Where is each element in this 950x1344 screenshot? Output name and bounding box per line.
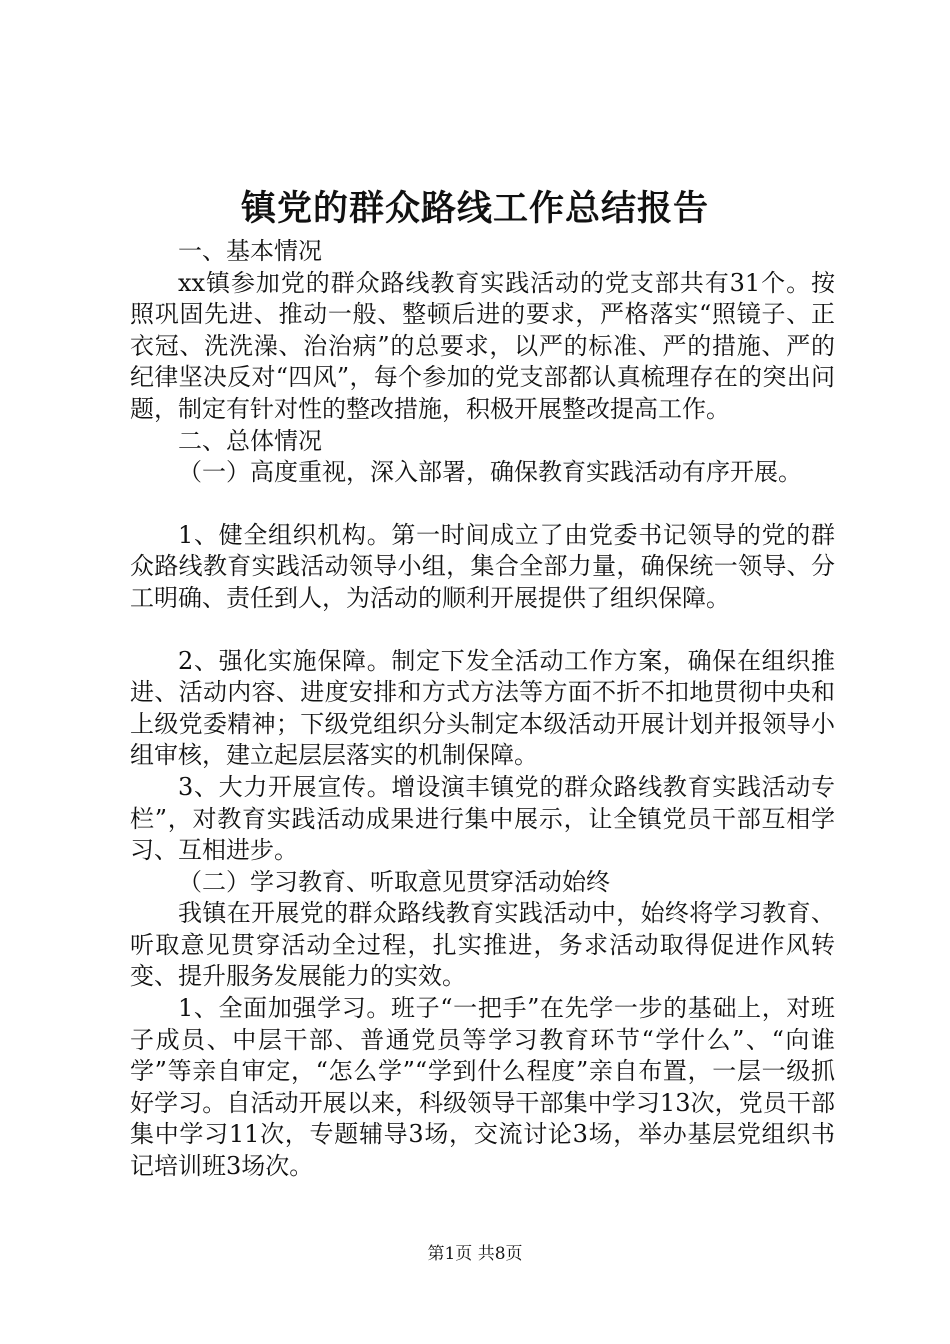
paragraph-study-intro: 我镇在开展党的群众路线教育实践活动中，始终将学习教育、听取意见贯穿活动全过程，扎实推进，务求活动取得促进作风转变、提升服务发展能力的实效。 <box>130 899 835 991</box>
document-body <box>130 236 835 1183</box>
section-heading-basic: 一、基本情况 <box>178 237 322 265</box>
paragraph-item-3: 3、大力开展宣传。增设演丰镇党的群众路线教育实践活动专栏”，对教育实践活动成果进行集中展示，让全镇党员干部互相学习、互相进步。 <box>130 772 835 865</box>
subsection-heading-1: （一）高度重视，深入部署，确保教育实践活动有序开展。 <box>178 458 802 487</box>
page-number-footer: 第1页 共8页 <box>427 1244 523 1264</box>
paragraph-study-item-1: 1、全面加强学习。班子“一把手”在先学一步的基础上，对班子成员、中层干部、普通党员等学习教育环节“学什么”、“向谁学”等亲自审定，“怎么学”“学到什么程度”亲自布置，一层一级抓好学习。自活动开展以来，科级领导干部集中学习13次，党员干部集中学习11次，专题辅导3场，交流讨论3场，举办基层党组织书记培训班3场次。 <box>130 994 835 1181</box>
document-title: 镇党的群众路线工作总结报告 <box>240 188 709 229</box>
subsection-heading-2: （二）学习教育、听取意见贯穿活动始终 <box>178 867 610 896</box>
paragraph-spacer <box>130 489 835 520</box>
section-heading-overall: 二、总体情况 <box>178 426 322 455</box>
paragraph-item-2: 2、强化实施保障。制定下发全活动工作方案，确保在组织推进、活动内容、进度安排和方式方法等方面不折不扣地贯彻中央和上级党委精神；下级党组织分头制定本级活动开展计划并报领导小组审核，建立起层层落实的机制保障。 <box>130 646 835 770</box>
paragraph-basic-situation: xx镇参加党的群众路线教育实践活动的党支部共有31个。按照巩固先进、推动一般、整顿后进的要求，严格落实“照镜子、正衣冠、洗洗澡、治治病”的总要求，以严的标准、严的措施、严的纪律坚决反对“四风”，每个参加的党支部都认真梳理存在的突出问题，制定有针对性的整改措施，积极开展整改提高工作。 <box>130 268 835 423</box>
paragraph-item-1: 1、健全组织机构。第一时间成立了由党委书记领导的党的群众路线教育实践活动领导小组，集合全部力量，确保统一领导、分工明确、责任到人，为活动的顺利开展提供了组织保障。 <box>130 520 835 612</box>
paragraph-spacer <box>130 615 835 646</box>
